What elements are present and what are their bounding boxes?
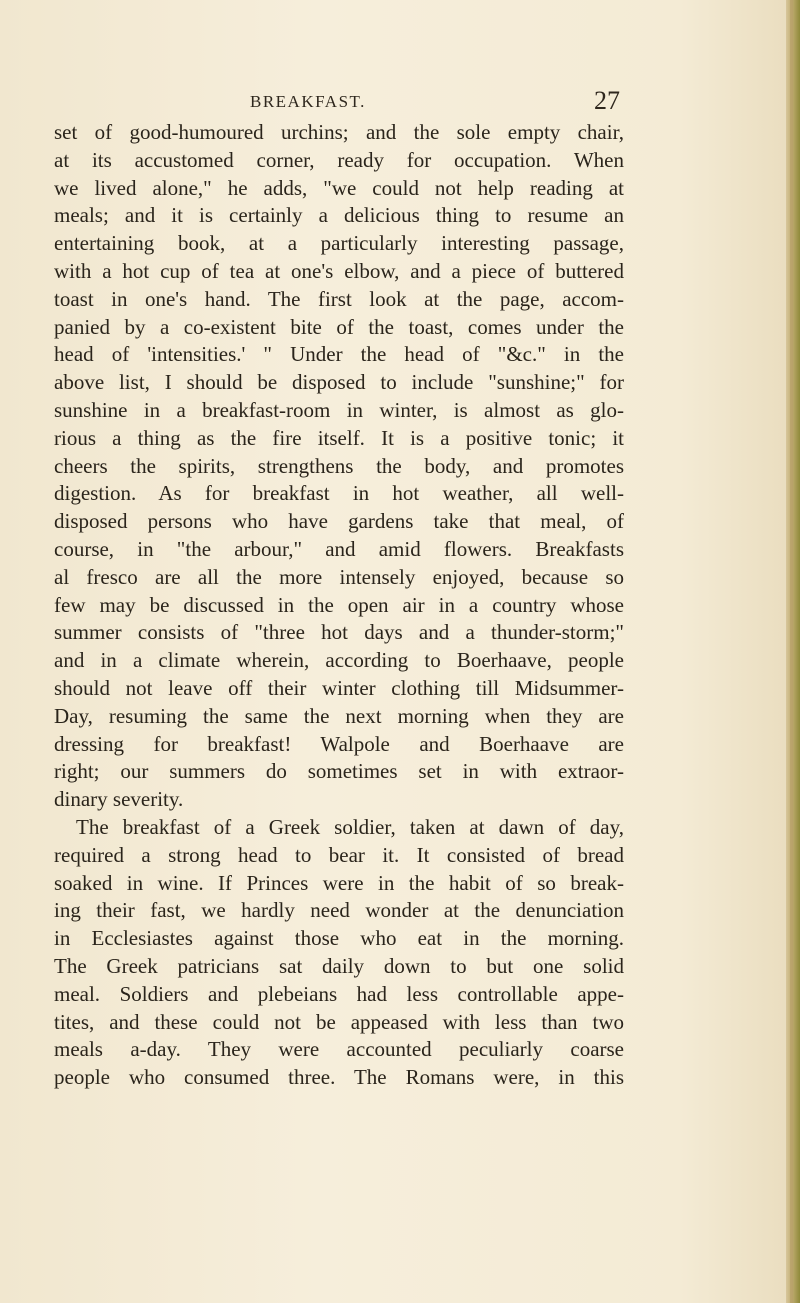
text-line: we lived alone," he adds, "we could not help reading at [54, 175, 624, 200]
text-line: The breakfast of a Greek soldier, taken at dawn of day, [76, 814, 624, 839]
page-binding-edge [786, 0, 800, 1303]
text-line: toast in one's hand. The first look at the page, accom- [54, 286, 624, 311]
text-line: head of 'intensities.' " Under the head of "&c." in the [54, 342, 624, 367]
text-line: course, in "the arbour," and amid flowers. Breakfasts [54, 536, 624, 561]
text-line: entertaining book, at a particularly interesting passage, [54, 231, 624, 256]
text-line: meal. Soldiers and plebeians had less controllable appe- [54, 981, 624, 1006]
text-line: should not leave off their winter clothing till Midsummer- [54, 675, 624, 700]
text-line: disposed persons who have gardens take that meal, of [54, 509, 624, 534]
text-line: rious a thing as the fire itself. It is a positive tonic; it [54, 425, 624, 450]
running-head [250, 86, 620, 116]
text-line: set of good-humoured urchins; and the sole empty chair, [54, 120, 624, 144]
text-line: digestion. As for breakfast in hot weather, all well- [54, 481, 624, 506]
text-line: with a hot cup of tea at one's elbow, and a piece of buttered [54, 258, 624, 283]
text-line: at its accustomed corner, ready for occupation. When [54, 147, 624, 172]
running-title: BREAKFAST. [250, 92, 366, 111]
text-line: and in a climate wherein, according to Boerhaave, people [54, 648, 624, 673]
text-line: meals; and it is certainly a delicious thing to resume an [54, 203, 624, 228]
text-line: meals a-day. They were accounted peculiarly coarse [54, 1037, 624, 1062]
text-line: few may be discussed in the open air in a country whose [54, 592, 624, 617]
text-line: above list, I should be disposed to include "sunshine;" for [54, 370, 624, 395]
text-line: summer consists of "three hot days and a thunder-storm;" [54, 620, 624, 645]
text-line: in Ecclesiastes against those who eat in the morning. [54, 926, 624, 951]
text-line: sunshine in a breakfast-room in winter, is almost as glo- [54, 397, 624, 422]
text-line: people who consumed three. The Romans were, in this [54, 1065, 624, 1090]
page-number: 27 [594, 86, 620, 115]
text-line: panied by a co-existent bite of the toast, comes under the [54, 314, 624, 339]
text-line: Day, resuming the same the next morning when they are [54, 703, 624, 728]
text-line: cheers the spirits, strengthens the body, and promotes [54, 453, 624, 478]
text-line: dinary severity. [54, 787, 184, 812]
text-line: right; our summers do sometimes set in with extraor- [54, 759, 624, 784]
body-text [54, 119, 624, 1092]
text-line: required a strong head to bear it. It consisted of bread [54, 842, 624, 867]
text-line: tites, and these could not be appeased with less than two [54, 1009, 624, 1034]
text-line: The Greek patricians sat daily down to but one solid [54, 953, 624, 978]
text-line: soaked in wine. If Princes were in the habit of so break- [54, 870, 624, 895]
text-line: ing their fast, we hardly need wonder at the denunciation [54, 898, 624, 923]
text-line: dressing for breakfast! Walpole and Boerhaave are [54, 731, 624, 756]
text-line: al fresco are all the more intensely enjoyed, because so [54, 564, 624, 589]
